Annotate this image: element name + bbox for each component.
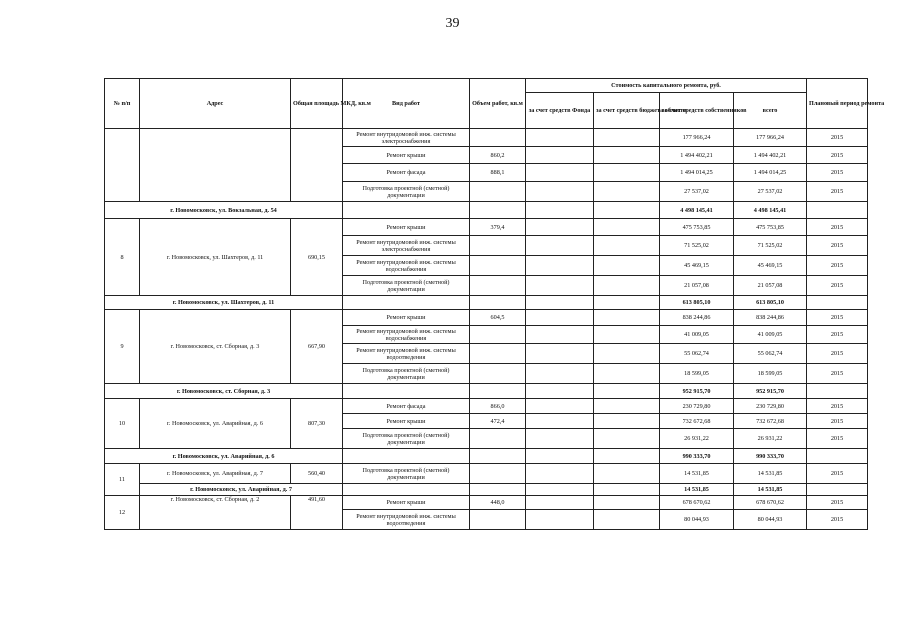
cell-owners: 177 966,24 (660, 129, 734, 147)
subtotal-total: 990 333,70 (734, 449, 807, 464)
subtotal-total: 14 531,85 (734, 484, 807, 496)
cell-period: 2015 (807, 129, 868, 147)
capital-repair-table (104, 78, 885, 530)
cell-total: 21 057,08 (734, 276, 807, 296)
cell-period: 2015 (807, 236, 868, 256)
cell-owners: 18 599,05 (660, 364, 734, 384)
subtotal-address: г. Новомосковск, ул. Аварийная, д. 6 (105, 449, 343, 464)
cell-work: Ремонт фасада (343, 164, 470, 182)
cell-fund (526, 182, 594, 202)
header-volume: Объем работ, кв.м (470, 79, 526, 129)
cell-work: Ремонт внутридомовой инж. системы водоотведения (343, 344, 470, 364)
cell-period: 2015 (807, 464, 868, 484)
cell-fund (526, 496, 594, 510)
cell-address: г. Новомосковск, ст. Сборная, д. 3 (140, 310, 291, 384)
header-row (105, 79, 868, 93)
cell-region (594, 129, 660, 147)
subtotal-row (105, 449, 868, 464)
cell-volume: 604,5 (470, 310, 526, 326)
cell-work (343, 484, 470, 496)
cell-volume (470, 510, 526, 530)
cell-region (594, 164, 660, 182)
subtotal-address: г. Новомосковск, ул. Вокзальная, д. 54 (105, 202, 343, 219)
cell-work: Ремонт внутридомовой инж. системы электроснабжения (343, 236, 470, 256)
cell-period: 2015 (807, 429, 868, 449)
cell-work: Подготовка проектной (сметной) документации (343, 364, 470, 384)
cell-total: 177 966,24 (734, 129, 807, 147)
cell-work: Ремонт внутридомовой инж. системы электроснабжения (343, 129, 470, 147)
cell-total: 27 537,02 (734, 182, 807, 202)
cell-work: Ремонт внутридомовой инж. системы водоснабжения (343, 256, 470, 276)
cell-owners: 230 729,80 (660, 399, 734, 414)
cell-fund (526, 129, 594, 147)
cell-period (807, 202, 868, 219)
cell-work (343, 384, 470, 399)
header-region: за счет средств бюджета области (594, 93, 660, 129)
cell-region (594, 414, 660, 429)
subtotal-address: г. Новомосковск, ул. Аварийная, д. 7 (140, 484, 343, 496)
header-period: Плановый период ремонта (807, 79, 868, 129)
cell-owners: 14 531,85 (660, 464, 734, 484)
cell-owners: 71 525,02 (660, 236, 734, 256)
cell-region (594, 464, 660, 484)
cell-num: 8 (105, 219, 140, 296)
cell-owners: 26 931,22 (660, 429, 734, 449)
cell-fund (526, 414, 594, 429)
cell-period: 2015 (807, 182, 868, 202)
table-row (105, 496, 868, 510)
cell-num (105, 129, 140, 202)
cell-owners: 27 537,02 (660, 182, 734, 202)
cell-work (343, 449, 470, 464)
table-row (105, 219, 868, 236)
cell-fund (526, 296, 594, 310)
subtotal-address: г. Новомосковск, ст. Сборная, д. 3 (105, 384, 343, 399)
cell-period (807, 449, 868, 464)
cell-fund (526, 384, 594, 399)
cell-address: г. Новомосковск, ул. Шахтеров, д. 11 (140, 219, 291, 296)
cell-address: г. Новомосковск, ст. Сборная, д. 2 (140, 496, 291, 530)
cell-volume (470, 429, 526, 449)
cell-fund (526, 276, 594, 296)
cell-volume (470, 256, 526, 276)
cell-owners: 45 469,15 (660, 256, 734, 276)
cell-owners: 21 057,08 (660, 276, 734, 296)
cell-period: 2015 (807, 310, 868, 326)
cell-total: 14 531,85 (734, 464, 807, 484)
cell-fund (526, 399, 594, 414)
cell-region (594, 384, 660, 399)
cell-fund (526, 164, 594, 182)
cell-region (594, 276, 660, 296)
subtotal-address: г. Новомосковск, ул. Шахтеров, д. 11 (105, 296, 343, 310)
cell-work: Ремонт внутридомовой инж. системы водоотведения (343, 510, 470, 530)
cell-fund (526, 510, 594, 530)
table-row (105, 310, 868, 326)
cell-work: Ремонт крыши (343, 414, 470, 429)
cell-total: 838 244,86 (734, 310, 807, 326)
cell-region (594, 256, 660, 276)
cell-work: Ремонт крыши (343, 147, 470, 164)
cell-fund (526, 310, 594, 326)
cell-period: 2015 (807, 256, 868, 276)
cell-volume (470, 326, 526, 344)
subtotal-row (105, 384, 868, 399)
cell-total: 230 729,80 (734, 399, 807, 414)
subtotal-owners: 4 498 145,41 (660, 202, 734, 219)
cell-address: г. Новомосковск, ул. Аварийная, д. 6 (140, 399, 291, 449)
subtotal-total: 4 498 145,41 (734, 202, 807, 219)
cell-fund (526, 484, 594, 496)
cell-fund (526, 429, 594, 449)
cell-period: 2015 (807, 399, 868, 414)
cell-period (807, 296, 868, 310)
cell-period: 2015 (807, 219, 868, 236)
cell-volume (470, 344, 526, 364)
cell-work (343, 202, 470, 219)
cell-volume (470, 276, 526, 296)
subtotal-owners: 990 333,70 (660, 449, 734, 464)
subtotal-total: 952 915,70 (734, 384, 807, 399)
cell-region (594, 449, 660, 464)
cell-region (594, 364, 660, 384)
cell-volume (470, 236, 526, 256)
cell-volume (470, 202, 526, 219)
cell-region (594, 399, 660, 414)
cell-fund (526, 344, 594, 364)
cell-volume: 472,4 (470, 414, 526, 429)
cell-volume (470, 464, 526, 484)
cell-region (594, 484, 660, 496)
cell-total: 678 670,62 (734, 496, 807, 510)
cell-work: Ремонт внутридомовой инж. системы водоснабжения (343, 326, 470, 344)
cell-period: 2015 (807, 344, 868, 364)
cell-region (594, 296, 660, 310)
cell-work: Ремонт крыши (343, 496, 470, 510)
cell-volume: 860,2 (470, 147, 526, 164)
cell-volume (470, 484, 526, 496)
page-number: 39 (445, 16, 460, 31)
cell-period: 2015 (807, 496, 868, 510)
cell-period: 2015 (807, 326, 868, 344)
cell-area: 807,30 (291, 399, 343, 449)
header-work-type: Вид работ (343, 79, 470, 129)
cell-total: 71 525,02 (734, 236, 807, 256)
cell-region (594, 147, 660, 164)
cell-period: 2015 (807, 510, 868, 530)
cell-volume: 866,0 (470, 399, 526, 414)
cell-fund (526, 202, 594, 219)
subtotal-row (105, 202, 868, 219)
cell-total: 1 494 402,21 (734, 147, 807, 164)
cell-total: 41 009,05 (734, 326, 807, 344)
subtotal-total: 613 805,10 (734, 296, 807, 310)
cell-area: 491,60 (291, 496, 343, 530)
cell-total: 18 599,05 (734, 364, 807, 384)
cell-volume (470, 384, 526, 399)
cell-region (594, 202, 660, 219)
cell-total: 45 469,15 (734, 256, 807, 276)
cell-volume: 448,0 (470, 496, 526, 510)
cell-fund (526, 219, 594, 236)
cell-area: 560,40 (291, 464, 343, 484)
subtotal-owners: 952 915,70 (660, 384, 734, 399)
cell-volume (470, 364, 526, 384)
subtotal-owners: 613 805,10 (660, 296, 734, 310)
cell-fund (526, 326, 594, 344)
cell-owners: 732 672,68 (660, 414, 734, 429)
cell-num: 9 (105, 310, 140, 384)
cell-region (594, 182, 660, 202)
cell-region (594, 219, 660, 236)
cell-period: 2015 (807, 414, 868, 429)
cell-owners: 838 244,86 (660, 310, 734, 326)
cell-region (594, 236, 660, 256)
cell-total: 26 931,22 (734, 429, 807, 449)
header-address: Адрес (140, 79, 291, 129)
cell-volume (470, 129, 526, 147)
table-row (105, 464, 868, 484)
cell-region (594, 510, 660, 530)
cell-period: 2015 (807, 164, 868, 182)
cell-volume: 888,1 (470, 164, 526, 182)
cell-period (807, 484, 868, 496)
cell-owners: 41 009,05 (660, 326, 734, 344)
cell-area (291, 129, 343, 202)
cell-region (594, 496, 660, 510)
cell-region (594, 310, 660, 326)
cell-fund (526, 449, 594, 464)
cell-fund (526, 147, 594, 164)
subtotal-row (105, 484, 868, 496)
cell-owners: 80 044,93 (660, 510, 734, 530)
cell-owners: 475 753,85 (660, 219, 734, 236)
cell-address (140, 129, 291, 202)
cell-volume: 379,4 (470, 219, 526, 236)
cell-period (807, 384, 868, 399)
cell-total: 55 062,74 (734, 344, 807, 364)
cell-work: Ремонт крыши (343, 219, 470, 236)
cell-area: 667,90 (291, 310, 343, 384)
table-row (105, 129, 868, 147)
subtotal-owners: 14 531,85 (660, 484, 734, 496)
cell-total: 1 494 014,25 (734, 164, 807, 182)
header-owners: за счет средств собственников (660, 93, 734, 129)
table-row (105, 399, 868, 414)
cell-fund (526, 464, 594, 484)
cell-region (594, 326, 660, 344)
cell-owners: 55 062,74 (660, 344, 734, 364)
cell-work: Подготовка проектной (сметной) документации (343, 429, 470, 449)
header-cost-group: Стоимость капитального ремонта, руб. (526, 79, 807, 93)
cell-period: 2015 (807, 364, 868, 384)
cell-work: Ремонт фасада (343, 399, 470, 414)
cell-region (594, 429, 660, 449)
cell-work: Подготовка проектной (сметной) документации (343, 276, 470, 296)
cell-owners: 1 494 402,21 (660, 147, 734, 164)
header-fund: за счет средств Фонда (526, 93, 594, 129)
cell-area: 690,15 (291, 219, 343, 296)
cell-work: Подготовка проектной (сметной) документации (343, 464, 470, 484)
cell-volume (470, 449, 526, 464)
cell-period: 2015 (807, 276, 868, 296)
cell-owners: 1 494 014,25 (660, 164, 734, 182)
cell-volume (470, 296, 526, 310)
cell-total: 475 753,85 (734, 219, 807, 236)
header-num: № п/п (105, 79, 140, 129)
cell-fund (526, 236, 594, 256)
header-total: всего (734, 93, 807, 129)
cell-address: г. Новомосковск, ул. Аварийная, д. 7 (140, 464, 291, 484)
cell-region (594, 344, 660, 364)
cell-work (343, 296, 470, 310)
header-area: Общая площадь МКД, кв.м (291, 79, 343, 129)
cell-owners: 678 670,62 (660, 496, 734, 510)
cell-period: 2015 (807, 147, 868, 164)
subtotal-row (105, 296, 868, 310)
cell-work: Подготовка проектной (сметной) документации (343, 182, 470, 202)
cell-num: 11 (105, 464, 140, 496)
cell-fund (526, 256, 594, 276)
cell-total: 80 044,93 (734, 510, 807, 530)
cell-total: 732 672,68 (734, 414, 807, 429)
cell-num: 10 (105, 399, 140, 449)
cell-num: 12 (105, 496, 140, 530)
cell-fund (526, 364, 594, 384)
cell-volume (470, 182, 526, 202)
cell-work: Ремонт крыши (343, 310, 470, 326)
